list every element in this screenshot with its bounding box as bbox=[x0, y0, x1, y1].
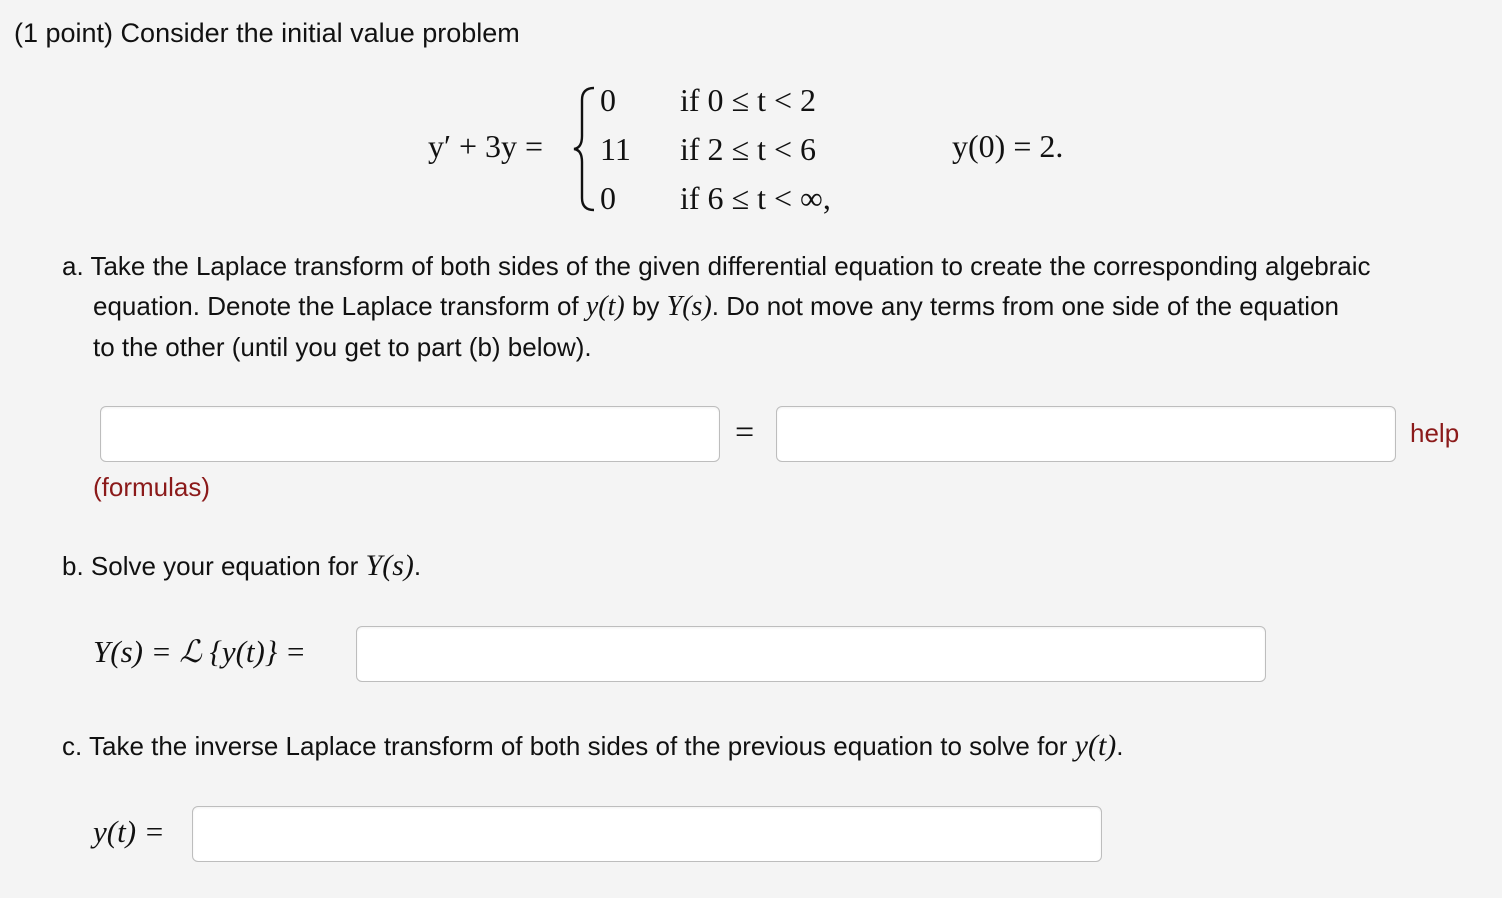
part-b-text: b. Solve your equation for bbox=[62, 551, 366, 581]
case-value-3: 0 bbox=[600, 180, 616, 216]
part-a-line-3: to the other (until you get to part (b) below). bbox=[93, 332, 592, 362]
part-c-label: y(t) = bbox=[93, 814, 165, 849]
formulas-link[interactable]: (formulas) bbox=[93, 472, 211, 502]
problem-intro: (1 point) Consider the initial value problem bbox=[14, 18, 520, 48]
part-a-math-Ys: Y(s) bbox=[666, 291, 712, 322]
part-a-line-2-mid: by bbox=[624, 291, 667, 321]
case-condition-2: if 2 ≤ t < 6 bbox=[680, 131, 817, 167]
part-a-equals: = bbox=[735, 414, 755, 451]
part-c-input[interactable] bbox=[192, 806, 1102, 862]
part-c-text: c. Take the inverse Laplace transform of both sides of the previous equation to solve for bbox=[62, 731, 1075, 761]
part-b-text-post: . bbox=[413, 551, 422, 581]
part-a-right-input[interactable] bbox=[776, 406, 1396, 462]
part-b-input[interactable] bbox=[356, 626, 1266, 682]
part-b-label: Y(s) = ℒ {y(t)} = bbox=[93, 634, 306, 669]
initial-condition: y(0) = 2. bbox=[952, 128, 1064, 164]
equation-lhs: y′ + 3y = bbox=[428, 128, 544, 164]
case-value-2: 11 bbox=[600, 131, 631, 167]
part-a-line-2-text: equation. Denote the Laplace transform of bbox=[93, 291, 586, 321]
part-a-math-yt: y(t) bbox=[585, 291, 625, 322]
case-value-1: 0 bbox=[600, 82, 616, 118]
case-condition-3: if 6 ≤ t < ∞, bbox=[680, 180, 831, 216]
part-a-line-1: a. Take the Laplace transform of both sides of the given differential equation to create the corresponding algebraic bbox=[62, 251, 1371, 281]
case-condition-1: if 0 ≤ t < 2 bbox=[680, 82, 817, 118]
part-c-math-yt: y(t) bbox=[1074, 729, 1117, 762]
part-a-line-2-post: . Do not move any terms from one side of the equation bbox=[711, 291, 1340, 321]
part-a-left-input[interactable] bbox=[100, 406, 720, 462]
part-a-line-2 bbox=[62, 286, 1492, 327]
part-a-instructions bbox=[62, 246, 1492, 367]
part-b-instructions bbox=[62, 546, 421, 586]
part-c-instructions bbox=[62, 726, 1124, 766]
cases-brace-icon bbox=[572, 84, 598, 214]
help-link[interactable]: help bbox=[1410, 418, 1460, 448]
part-b-math-Ys: Y(s) bbox=[365, 549, 414, 582]
part-c-text-post: . bbox=[1116, 731, 1124, 761]
